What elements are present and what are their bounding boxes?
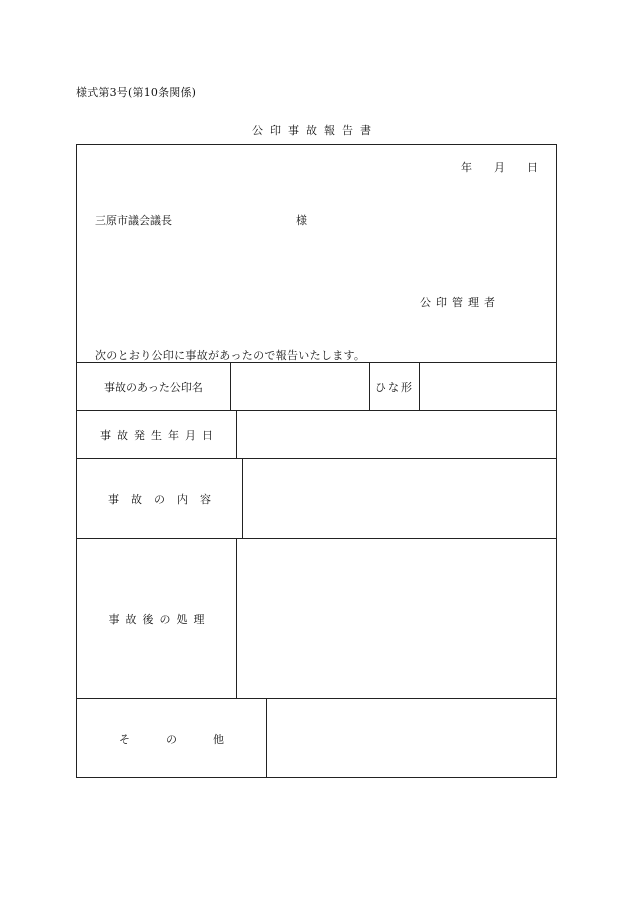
incident-details-field[interactable] xyxy=(231,459,556,538)
report-form xyxy=(76,144,557,778)
occurrence-date-field[interactable] xyxy=(231,411,556,458)
reporter-title: 公印管理者 xyxy=(420,296,500,309)
table-row-occurrence-date xyxy=(77,410,556,458)
date-line: 年 月 日 xyxy=(461,161,538,174)
hinagata-label: ひな形 xyxy=(369,363,420,410)
other-field[interactable] xyxy=(231,699,556,778)
occurrence-date-label: 事故発生年月日 xyxy=(77,411,237,458)
addressee: 三原市議会議長 xyxy=(95,214,172,227)
intro-text: 次のとおり公印に事故があったので報告いたします。 xyxy=(95,349,366,362)
document-title: 公印事故報告書 xyxy=(252,124,378,137)
incident-details-label: 事故の内容 xyxy=(77,459,243,538)
post-handling-field[interactable] xyxy=(231,539,556,698)
seal-name-label: 事故のあった公印名 xyxy=(77,363,231,410)
honorific: 様 xyxy=(296,214,307,227)
table-row-incident-details xyxy=(77,458,556,538)
form-number: 様式第3号(第10条関係) xyxy=(76,86,197,99)
post-handling-label: 事故後の処理 xyxy=(77,539,237,698)
table-row-other xyxy=(77,698,556,778)
other-label: その他 xyxy=(77,699,267,778)
table-row-seal-name xyxy=(77,362,556,410)
table-row-post-handling xyxy=(77,538,556,698)
